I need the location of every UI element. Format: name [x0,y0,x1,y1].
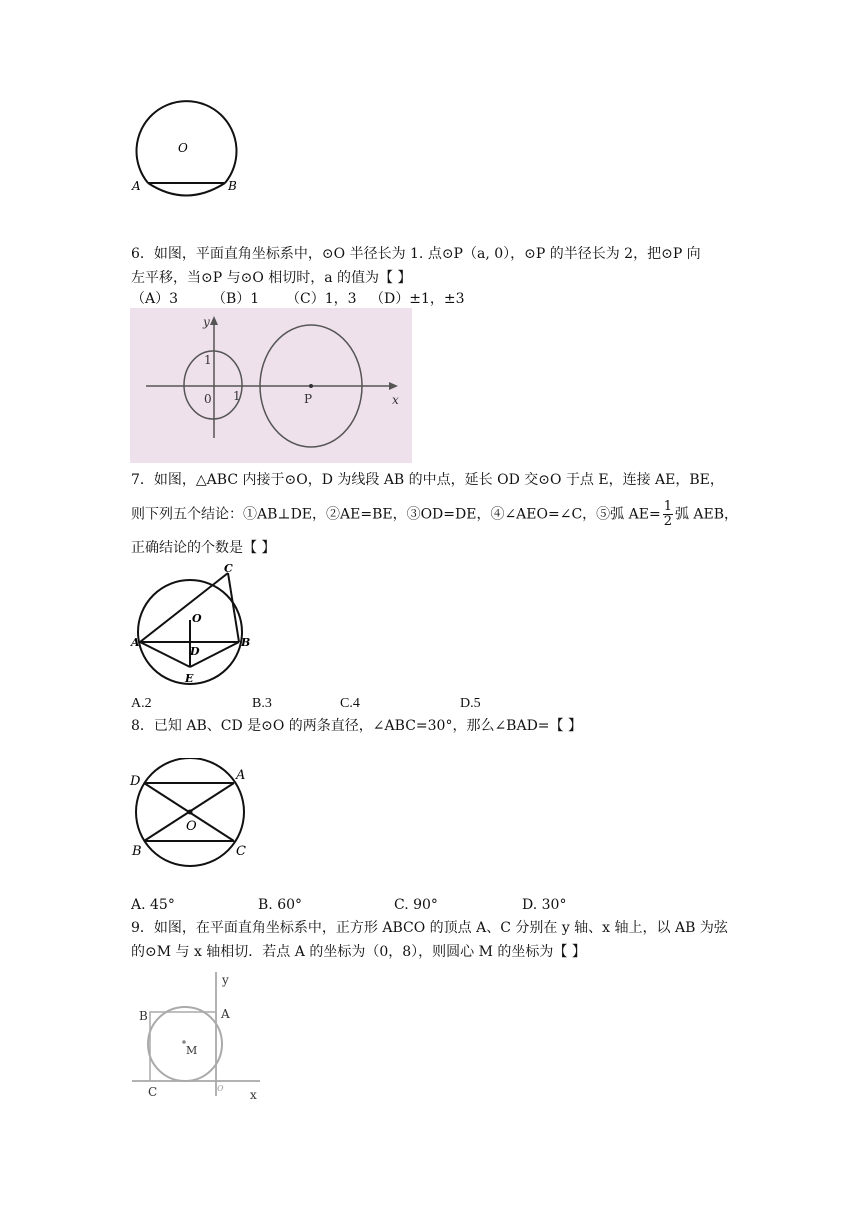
minor-arc [148,183,225,196]
y-axis-label: y [203,315,210,329]
point-p [309,384,313,388]
point-label-d: D [190,645,200,658]
q6-option-a: （A）3 [131,291,179,307]
point-label-c: C [236,844,246,859]
tick-label-y-1: 1 [204,353,212,367]
point-label-b: B [228,179,237,193]
question-7-line-3: 正确结论的个数是【 】 [131,540,276,556]
q6-option-d: （D）±1，±3 [370,291,465,307]
point-label-e: E [185,672,194,685]
q8-option-a: A. 45° [131,897,175,913]
center-point-o [188,810,193,815]
q8-option-d: D. 30° [522,897,567,913]
point-label-m: M [186,1044,198,1057]
point-label-c: C [224,562,233,575]
segment-cb [228,573,239,642]
x-axis-label: x [392,393,399,407]
question-9-line-2: 的⊙M 与 x 轴相切．若点 A 的坐标为（0，8），则圆心 M 的坐标为【 】 [131,944,586,960]
two-diameters-figure [128,758,258,870]
fraction-numerator: 1 [663,499,672,514]
point-label-a: A [221,1007,230,1021]
point-label-a: A [236,768,246,783]
point-label-o: O [192,612,202,625]
origin-label: 0 [204,392,212,406]
point-label-o: O [186,819,197,834]
origin-label: o [217,1081,224,1094]
point-label-b: B [132,844,142,859]
fraction-one-half [663,500,673,529]
y-axis-label: y [222,973,229,987]
point-label-c: C [148,1085,158,1099]
point-label-d: D [130,774,141,789]
question-7-line-1: 7．如图，△ABC 内接于⊙O，D 为线段 AB 的中点，延长 OD 交⊙O 于点 E，连接 AE，BE， [131,472,724,488]
q7-option-a: A.2 [131,696,152,711]
question-6-line-1: 6．如图，平面直角坐标系中，⊙O 半径长为 1. 点⊙P（a, 0），⊙P 的半径长为 2，把⊙P 向 [131,246,701,262]
q7-option-c: C.4 [340,696,360,711]
q8-option-c: C. 90° [394,897,438,913]
circle-m [148,1007,222,1081]
coordinate-circles-figure [130,308,412,463]
point-label-p: P [304,392,313,406]
q8-option-b: B. 60° [258,897,303,913]
question-9-line-1: 9．如图，在平面直角坐标系中，正方形 ABCO 的顶点 A、C 分别在 y 轴、x 轴上，以 AB 为弦 [131,920,728,936]
point-label-a: A [132,179,141,193]
question-8-line-1: 8．已知 AB、CD 是⊙O 的两条直径，∠ABC=30°，那么∠BAD=【 】 [131,718,582,734]
circle-chord-figure [128,100,243,205]
q7-option-b: B.3 [252,696,272,711]
point-label-b: B [241,636,251,649]
fraction-denominator: 2 [663,514,672,529]
square-tangent-circle-figure [128,968,268,1103]
x-axis-label: x [250,1088,257,1102]
q6-option-c: （C）1，3 [286,291,357,307]
point-label-a: A [131,636,140,649]
q6-option-b: （B）1 [212,291,260,307]
question-7-line-2 [131,500,738,529]
segment-ac [140,573,228,642]
tick-label-x-1: 1 [233,389,241,403]
question-6-line-2: 左平移，当⊙P 与⊙O 相切时，a 的值为【 】 [131,270,412,286]
q7-line-2-text: 则下列五个结论：①AB⊥DE，②AE=BE，③OD=DE，④∠AEO=∠C，⑤弧 AE= [131,506,661,523]
q7-line-2-tail: 弧 AEB， [674,506,739,523]
q7-option-d: D.5 [460,696,481,711]
point-label-b: B [139,1009,148,1023]
point-label-o: O [178,141,188,155]
inscribed-triangle-figure [128,560,258,685]
